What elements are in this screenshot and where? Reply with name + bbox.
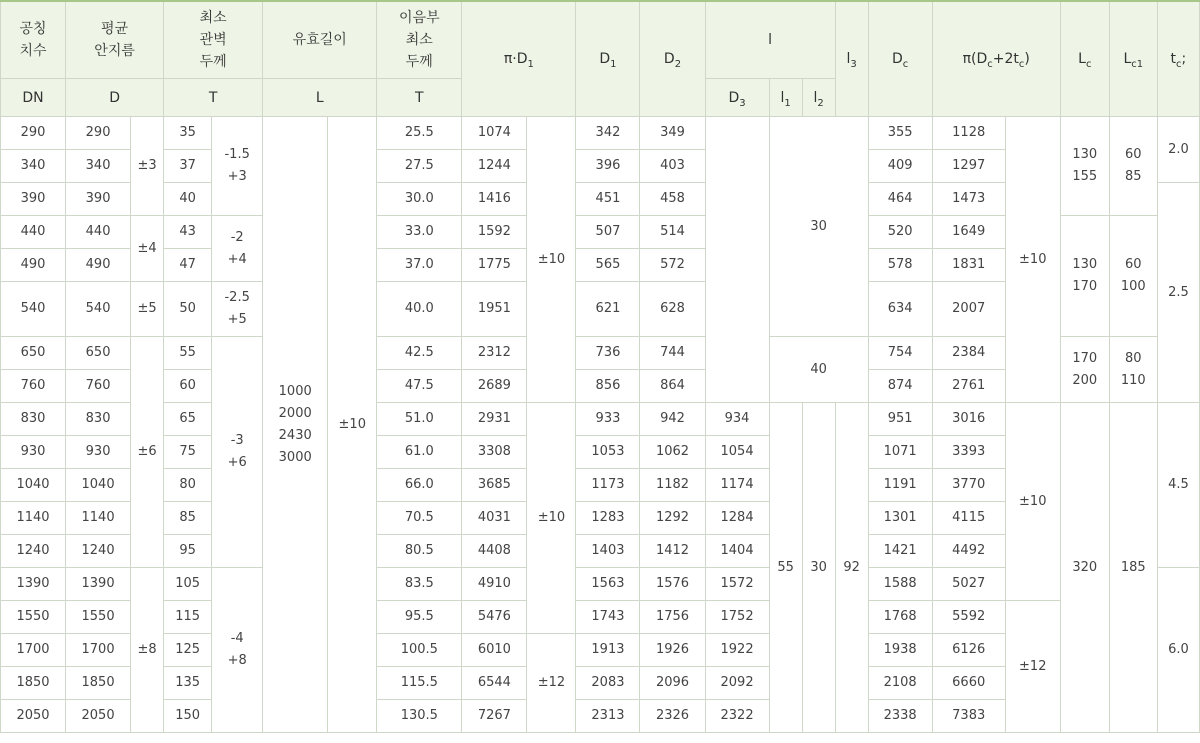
header-d3: $D_3$ xyxy=(705,79,769,117)
cell-d1: 2313 xyxy=(576,700,640,733)
cell-dc: 951 xyxy=(868,403,932,436)
cell-d: 340 xyxy=(66,150,131,183)
cell-pi: 1592 xyxy=(462,216,527,249)
cell-d: 650 xyxy=(66,337,131,370)
cell-dn: 390 xyxy=(1,183,66,216)
cell-pidc: 6660 xyxy=(932,667,1005,700)
cell-t: 115 xyxy=(164,601,212,634)
cell-pi: 1416 xyxy=(462,183,527,216)
cell-pidc: 1649 xyxy=(932,216,1005,249)
cell-d3: 1174 xyxy=(705,469,769,502)
cell-d1: 565 xyxy=(576,249,640,282)
cell-d2: 1756 xyxy=(640,601,705,634)
cell-tj: 25.5 xyxy=(377,117,462,150)
cell-dn: 1550 xyxy=(1,601,66,634)
cell-d2: 864 xyxy=(640,370,705,403)
header-d: D xyxy=(66,79,164,117)
cell-pi: 5476 xyxy=(462,601,527,634)
cell-t-tol: -2 +4 xyxy=(212,216,263,282)
cell-d1: 1743 xyxy=(576,601,640,634)
cell-d1: 1053 xyxy=(576,436,640,469)
cell-d2: 514 xyxy=(640,216,705,249)
cell-dc: 1588 xyxy=(868,568,932,601)
cell-tj: 42.5 xyxy=(377,337,462,370)
cell-pi: 4910 xyxy=(462,568,527,601)
cell-pi: 2312 xyxy=(462,337,527,370)
header-min-wall: 최소 관벽 두께 xyxy=(164,1,263,79)
cell-pidc: 4115 xyxy=(932,502,1005,535)
cell-d1: 933 xyxy=(576,403,640,436)
cell-tj: 70.5 xyxy=(377,502,462,535)
cell-t: 47 xyxy=(164,249,212,282)
cell-dc: 1768 xyxy=(868,601,932,634)
cell-dn: 760 xyxy=(1,370,66,403)
cell-dn: 290 xyxy=(1,117,66,150)
cell-d: 1550 xyxy=(66,601,131,634)
cell-dn: 830 xyxy=(1,403,66,436)
cell-t: 35 xyxy=(164,117,212,150)
cell-dc: 1938 xyxy=(868,634,932,667)
cell-dn: 650 xyxy=(1,337,66,370)
cell-pidc: 2384 xyxy=(932,337,1005,370)
cell-d2: 1412 xyxy=(640,535,705,568)
header-nominal: 공칭 치수 xyxy=(1,1,66,79)
cell-d2: 628 xyxy=(640,282,705,337)
cell-pi: 4408 xyxy=(462,535,527,568)
cell-d2: 403 xyxy=(640,150,705,183)
cell-tj: 80.5 xyxy=(377,535,462,568)
cell-d: 930 xyxy=(66,436,131,469)
cell-t-tol: -1.5 +3 xyxy=(212,117,263,216)
cell-t: 75 xyxy=(164,436,212,469)
cell-l: 30 xyxy=(769,117,868,337)
header-l2: $l_2$ xyxy=(802,79,835,117)
header-eff-len: 유효길이 xyxy=(263,1,377,79)
header-l3: $l_3$ xyxy=(835,1,868,117)
cell-d1: 1403 xyxy=(576,535,640,568)
cell-tc: 4.5 xyxy=(1157,403,1199,568)
cell-d: 1040 xyxy=(66,469,131,502)
cell-pidc: 2007 xyxy=(932,282,1005,337)
cell-pi-tol: ±10 xyxy=(527,403,576,634)
cell-t: 55 xyxy=(164,337,212,370)
cell-l3: 92 xyxy=(835,403,868,733)
cell-d: 290 xyxy=(66,117,131,150)
cell-d3: 1404 xyxy=(705,535,769,568)
cell-d1: 342 xyxy=(576,117,640,150)
cell-d2: 458 xyxy=(640,183,705,216)
cell-d1: 856 xyxy=(576,370,640,403)
cell-t: 37 xyxy=(164,150,212,183)
cell-pi: 1074 xyxy=(462,117,527,150)
cell-d1: 1913 xyxy=(576,634,640,667)
cell-pi-tol: ±10 xyxy=(527,117,576,403)
cell-d1: 1283 xyxy=(576,502,640,535)
cell-tj: 95.5 xyxy=(377,601,462,634)
cell-lc: 170 200 xyxy=(1060,337,1109,403)
cell-d2: 1926 xyxy=(640,634,705,667)
cell-lc: 320 xyxy=(1060,403,1109,733)
cell-pi: 3685 xyxy=(462,469,527,502)
cell-dc-tol: ±12 xyxy=(1005,601,1060,733)
cell-d-tol: ±4 xyxy=(131,216,164,282)
cell-lc: 130 170 xyxy=(1060,216,1109,337)
cell-pi: 7267 xyxy=(462,700,527,733)
cell-pidc: 1128 xyxy=(932,117,1005,150)
cell-d3: 1922 xyxy=(705,634,769,667)
cell-dn: 1850 xyxy=(1,667,66,700)
cell-t: 50 xyxy=(164,282,212,337)
cell-pidc: 3016 xyxy=(932,403,1005,436)
cell-d-tol: ±3 xyxy=(131,117,164,216)
header-L: L xyxy=(263,79,377,117)
cell-l1: 55 xyxy=(769,403,802,733)
header-l1: $l_1$ xyxy=(769,79,802,117)
header-d1: $D_1$ xyxy=(576,1,640,117)
cell-d-tol: ±8 xyxy=(131,568,164,733)
cell-d3: 1054 xyxy=(705,436,769,469)
cell-dc: 1191 xyxy=(868,469,932,502)
cell-d3: 934 xyxy=(705,403,769,436)
cell-d1: 2083 xyxy=(576,667,640,700)
cell-d1: 451 xyxy=(576,183,640,216)
header-pi-d1: $\pi\cdot D_1$ xyxy=(462,1,576,117)
cell-t: 80 xyxy=(164,469,212,502)
cell-t: 150 xyxy=(164,700,212,733)
cell-d: 1140 xyxy=(66,502,131,535)
cell-lc1: 60 100 xyxy=(1109,216,1157,337)
cell-dc: 464 xyxy=(868,183,932,216)
cell-dc: 1301 xyxy=(868,502,932,535)
cell-L-tol: ±10 xyxy=(328,117,377,733)
cell-t: 95 xyxy=(164,535,212,568)
cell-d1: 1173 xyxy=(576,469,640,502)
cell-dc-tol: ±10 xyxy=(1005,117,1060,403)
cell-d2: 2096 xyxy=(640,667,705,700)
cell-d3: 2092 xyxy=(705,667,769,700)
cell-tj: 61.0 xyxy=(377,436,462,469)
cell-t: 65 xyxy=(164,403,212,436)
cell-lc: 130 155 xyxy=(1060,117,1109,216)
cell-dc: 1421 xyxy=(868,535,932,568)
cell-d2: 2326 xyxy=(640,700,705,733)
cell-dn: 490 xyxy=(1,249,66,282)
table-row xyxy=(1,601,1200,634)
cell-dc: 355 xyxy=(868,117,932,150)
cell-pi: 4031 xyxy=(462,502,527,535)
cell-pi-tol: ±12 xyxy=(527,634,576,733)
cell-tj: 83.5 xyxy=(377,568,462,601)
cell-tj: 115.5 xyxy=(377,667,462,700)
cell-dc: 578 xyxy=(868,249,932,282)
cell-dc: 409 xyxy=(868,150,932,183)
cell-d2: 942 xyxy=(640,403,705,436)
cell-tj: 100.5 xyxy=(377,634,462,667)
header-joint-min: 이음부 최소 두께 xyxy=(377,1,462,79)
cell-pidc: 4492 xyxy=(932,535,1005,568)
cell-dn: 930 xyxy=(1,436,66,469)
cell-tj: 30.0 xyxy=(377,183,462,216)
cell-d1: 621 xyxy=(576,282,640,337)
cell-pi: 2689 xyxy=(462,370,527,403)
cell-t: 43 xyxy=(164,216,212,249)
cell-tj: 130.5 xyxy=(377,700,462,733)
header-d2: $D_2$ xyxy=(640,1,705,117)
cell-pidc: 1831 xyxy=(932,249,1005,282)
header-tc: $t_c$; xyxy=(1157,1,1199,117)
cell-t: 85 xyxy=(164,502,212,535)
cell-d: 1240 xyxy=(66,535,131,568)
cell-tj: 40.0 xyxy=(377,282,462,337)
header-pi-dc: $\pi(D_c+2t_c)$ xyxy=(932,1,1060,117)
cell-tj: 37.0 xyxy=(377,249,462,282)
cell-tc: 2.0 xyxy=(1157,117,1199,183)
cell-dc: 634 xyxy=(868,282,932,337)
cell-pi: 6010 xyxy=(462,634,527,667)
cell-tj: 33.0 xyxy=(377,216,462,249)
cell-d2: 1292 xyxy=(640,502,705,535)
cell-d1: 507 xyxy=(576,216,640,249)
cell-dn: 440 xyxy=(1,216,66,249)
cell-pidc: 5592 xyxy=(932,601,1005,634)
cell-d3: 1752 xyxy=(705,601,769,634)
cell-dn: 1040 xyxy=(1,469,66,502)
cell-d-tol: ±5 xyxy=(131,282,164,337)
cell-d: 830 xyxy=(66,403,131,436)
table-row xyxy=(1,403,1200,436)
cell-tj: 66.0 xyxy=(377,469,462,502)
cell-t-tol: -2.5 +5 xyxy=(212,282,263,337)
cell-pi: 2931 xyxy=(462,403,527,436)
cell-d2: 1062 xyxy=(640,436,705,469)
header-dn: DN xyxy=(1,79,66,117)
cell-lc1: 185 xyxy=(1109,403,1157,733)
cell-pidc: 2761 xyxy=(932,370,1005,403)
cell-pi: 6544 xyxy=(462,667,527,700)
header-avg-dia: 평균 안지름 xyxy=(66,1,164,79)
cell-pidc: 7383 xyxy=(932,700,1005,733)
cell-pi: 1775 xyxy=(462,249,527,282)
cell-d: 540 xyxy=(66,282,131,337)
cell-t: 60 xyxy=(164,370,212,403)
header-lc1: $L_{c1}$ xyxy=(1109,1,1157,117)
cell-d: 2050 xyxy=(66,700,131,733)
cell-dn: 1240 xyxy=(1,535,66,568)
cell-d2: 744 xyxy=(640,337,705,370)
cell-dc: 754 xyxy=(868,337,932,370)
cell-dn: 1140 xyxy=(1,502,66,535)
table-row xyxy=(1,117,1200,150)
cell-dc: 2108 xyxy=(868,667,932,700)
cell-d-tol: ±6 xyxy=(131,337,164,568)
header-t2: T xyxy=(377,79,462,117)
cell-tc: 2.5 xyxy=(1157,183,1199,403)
cell-pidc: 5027 xyxy=(932,568,1005,601)
cell-d3: 2322 xyxy=(705,700,769,733)
cell-t: 40 xyxy=(164,183,212,216)
cell-pidc: 3770 xyxy=(932,469,1005,502)
cell-lc1: 80 110 xyxy=(1109,337,1157,403)
cell-d: 390 xyxy=(66,183,131,216)
cell-L: 1000 2000 2430 3000 xyxy=(263,117,328,733)
header-t: T xyxy=(164,79,263,117)
cell-d1: 396 xyxy=(576,150,640,183)
cell-d: 1850 xyxy=(66,667,131,700)
cell-pidc: 1297 xyxy=(932,150,1005,183)
cell-tj: 51.0 xyxy=(377,403,462,436)
cell-t-tol: -4 +8 xyxy=(212,568,263,733)
cell-pidc: 1473 xyxy=(932,183,1005,216)
cell-d2: 349 xyxy=(640,117,705,150)
cell-pi: 1951 xyxy=(462,282,527,337)
header-dc: $D_c$ xyxy=(868,1,932,117)
cell-dc: 520 xyxy=(868,216,932,249)
cell-tc: 6.0 xyxy=(1157,568,1199,733)
cell-d: 490 xyxy=(66,249,131,282)
cell-d: 440 xyxy=(66,216,131,249)
cell-dc-tol: ±10 xyxy=(1005,403,1060,601)
cell-d3: 1284 xyxy=(705,502,769,535)
cell-t: 135 xyxy=(164,667,212,700)
cell-d: 760 xyxy=(66,370,131,403)
cell-d3-empty xyxy=(705,117,769,403)
cell-t: 105 xyxy=(164,568,212,601)
cell-d: 1390 xyxy=(66,568,131,601)
cell-dn: 540 xyxy=(1,282,66,337)
cell-tj: 47.5 xyxy=(377,370,462,403)
cell-t-tol: -3 +6 xyxy=(212,337,263,568)
cell-pidc: 6126 xyxy=(932,634,1005,667)
cell-d1: 736 xyxy=(576,337,640,370)
cell-d2: 1182 xyxy=(640,469,705,502)
cell-dc: 1071 xyxy=(868,436,932,469)
cell-d: 1700 xyxy=(66,634,131,667)
cell-l2: 30 xyxy=(802,403,835,733)
cell-tj: 27.5 xyxy=(377,150,462,183)
cell-dn: 1700 xyxy=(1,634,66,667)
header-l: l xyxy=(705,1,835,79)
cell-d2: 1576 xyxy=(640,568,705,601)
cell-d1: 1563 xyxy=(576,568,640,601)
cell-dc: 2338 xyxy=(868,700,932,733)
cell-dn: 2050 xyxy=(1,700,66,733)
cell-dn: 1390 xyxy=(1,568,66,601)
cell-pi: 3308 xyxy=(462,436,527,469)
cell-dc: 874 xyxy=(868,370,932,403)
cell-dn: 340 xyxy=(1,150,66,183)
cell-lc1: 60 85 xyxy=(1109,117,1157,216)
cell-d3: 1572 xyxy=(705,568,769,601)
cell-pi: 1244 xyxy=(462,150,527,183)
cell-d2: 572 xyxy=(640,249,705,282)
header-lc: $L_c$ xyxy=(1060,1,1109,117)
cell-t: 125 xyxy=(164,634,212,667)
cell-pidc: 3393 xyxy=(932,436,1005,469)
cell-l: 40 xyxy=(769,337,868,403)
